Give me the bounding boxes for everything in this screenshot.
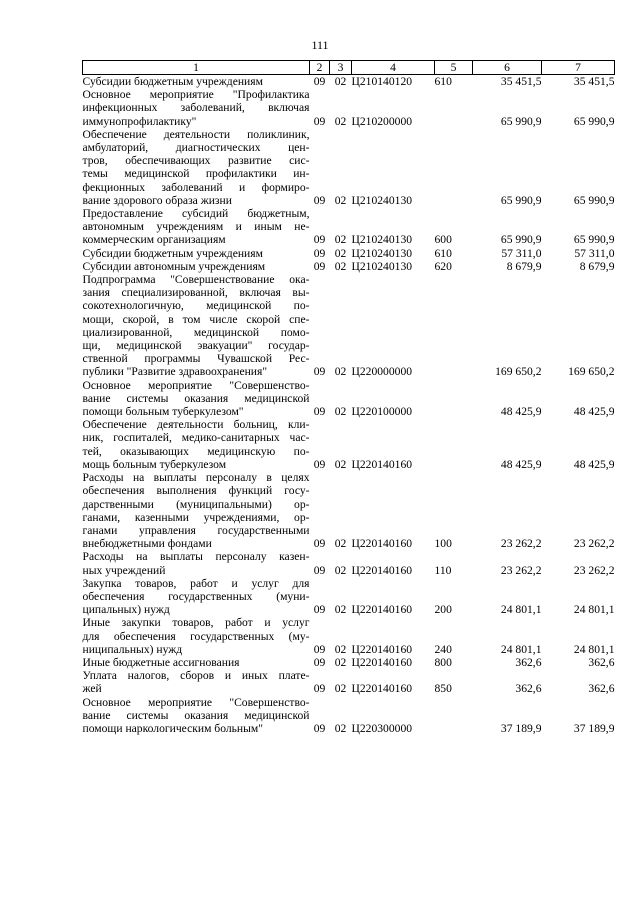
row-section: 09 bbox=[313, 233, 326, 247]
row-name bbox=[83, 656, 310, 669]
row-name bbox=[83, 247, 310, 260]
row-target-article: Ц210200000 bbox=[351, 114, 413, 128]
table-row bbox=[83, 656, 615, 669]
table-row bbox=[83, 577, 615, 617]
row-section: 09 bbox=[313, 642, 326, 656]
row-name-line: щи, медицинской эвакуации" государ- bbox=[82, 339, 310, 353]
table-row bbox=[83, 379, 615, 419]
row-target-article: Ц220140160 bbox=[351, 563, 413, 577]
row-target-article: Ц220140160 bbox=[351, 655, 413, 669]
row-name-line: Субсидии бюджетным учреждениям bbox=[82, 75, 263, 88]
row-name-line: коммерческим организациям bbox=[82, 233, 226, 247]
row-name bbox=[83, 273, 310, 379]
row-name-line: Субсидии автономным учреждениям bbox=[82, 259, 266, 273]
row-subsection: 02 bbox=[334, 365, 347, 379]
row-name-line: Расходы на выплаты персоналу казен- bbox=[82, 550, 310, 564]
column-header-target-article: 4 bbox=[352, 61, 435, 75]
row-name-line: Субсидии бюджетным учреждениям bbox=[82, 246, 263, 260]
row-section: 09 bbox=[313, 405, 326, 419]
row-name-line: Расходы на выплаты персоналу в целях bbox=[82, 471, 310, 485]
row-name-line: обеспечения государственных (муни- bbox=[82, 589, 310, 603]
row-subsection: 02 bbox=[334, 642, 347, 656]
budget-table bbox=[82, 60, 615, 735]
table-row bbox=[83, 88, 615, 128]
row-amount-year1: 65 990,9 bbox=[500, 193, 542, 207]
row-amount-year1: 24 801,1 bbox=[500, 642, 542, 656]
row-section: 09 bbox=[313, 246, 326, 260]
row-subsection: 02 bbox=[334, 233, 347, 247]
row-amount-year2: 57 311,0 bbox=[574, 246, 615, 260]
column-header-section: 2 bbox=[310, 61, 330, 75]
row-name-line: ник, госпиталей, медико-санитарных час- bbox=[82, 431, 310, 445]
row-name bbox=[83, 669, 310, 695]
row-amount-year1: 24 801,1 bbox=[500, 603, 542, 617]
row-amount-year2: 48 425,9 bbox=[573, 457, 615, 471]
row-name-line: ственной программы Чувашской Рес- bbox=[82, 352, 310, 366]
row-amount-year2: 23 262,2 bbox=[573, 563, 615, 577]
row-name bbox=[83, 379, 310, 419]
row-name-line: Основное мероприятие "Профилактика bbox=[82, 88, 310, 102]
row-subsection: 02 bbox=[334, 405, 347, 419]
table-row bbox=[83, 418, 615, 471]
row-name-line: Иные бюджетные ассигнования bbox=[82, 655, 240, 669]
row-name bbox=[83, 550, 310, 576]
row-name-line: Предоставление субсидий бюджетным, bbox=[82, 207, 310, 221]
row-name-line: жей bbox=[82, 682, 102, 696]
row-subsection: 02 bbox=[334, 563, 347, 577]
column-header-amount-year2: 7 bbox=[542, 61, 615, 75]
row-name-line: Иные закупки товаров, работ и услуг bbox=[82, 616, 310, 630]
row-expense-type: 850 bbox=[434, 682, 452, 696]
row-amount-year2: 362,6 bbox=[588, 682, 615, 696]
row-name-line: автономным учреждениям и иным не- bbox=[82, 220, 310, 234]
row-name-line: циализированной, медицинской помо- bbox=[82, 325, 310, 339]
row-amount-year2: 35 451,5 bbox=[573, 75, 615, 88]
row-name-line: ганами управления государственными bbox=[82, 523, 310, 537]
row-amount-year2: 169 650,2 bbox=[568, 365, 615, 379]
row-name-line: обеспечения выполнения функций госу- bbox=[82, 484, 310, 498]
row-section: 09 bbox=[313, 365, 326, 379]
row-target-article: Ц220140160 bbox=[351, 457, 413, 471]
row-expense-type bbox=[435, 696, 473, 736]
row-section: 09 bbox=[313, 655, 326, 669]
table-row bbox=[83, 260, 615, 273]
row-expense-type bbox=[435, 379, 473, 419]
row-expense-type: 610 bbox=[434, 75, 452, 88]
row-name bbox=[83, 260, 310, 273]
table-row bbox=[83, 669, 615, 695]
row-name bbox=[83, 128, 310, 207]
row-name bbox=[83, 696, 310, 736]
row-section: 09 bbox=[313, 537, 326, 551]
row-name-line: Уплата налогов, сборов и иных плате- bbox=[82, 669, 310, 683]
row-name-line: публики "Развитие здравоохранения" bbox=[82, 365, 268, 379]
table-row bbox=[83, 75, 615, 89]
row-name-line: дарственными (муниципальными) ор- bbox=[82, 497, 310, 511]
row-subsection: 02 bbox=[334, 259, 347, 273]
row-target-article: Ц220000000 bbox=[351, 365, 413, 379]
row-amount-year1: 362,6 bbox=[515, 682, 542, 696]
table-row bbox=[83, 128, 615, 207]
table-row bbox=[83, 273, 615, 379]
row-section: 09 bbox=[313, 114, 326, 128]
column-header-amount-year1: 6 bbox=[473, 61, 542, 75]
row-name-line: Обеспечение деятельности больниц, кли- bbox=[82, 418, 310, 432]
row-name-line: Подпрограмма "Совершенствование ока- bbox=[82, 273, 310, 287]
row-amount-year1: 35 451,5 bbox=[500, 75, 542, 88]
row-target-article: Ц210240130 bbox=[351, 259, 413, 273]
row-expense-type: 240 bbox=[434, 642, 452, 656]
row-expense-type: 200 bbox=[434, 603, 452, 617]
row-target-article: Ц210140120 bbox=[351, 75, 413, 88]
row-subsection: 02 bbox=[334, 114, 347, 128]
row-amount-year1: 23 262,2 bbox=[500, 537, 542, 551]
row-amount-year1: 48 425,9 bbox=[500, 457, 542, 471]
row-expense-type: 800 bbox=[434, 655, 452, 669]
row-name-line: Основное мероприятие "Совершенство- bbox=[82, 695, 310, 709]
row-name bbox=[83, 577, 310, 617]
row-name-line: ных учреждений bbox=[82, 563, 166, 577]
row-target-article: Ц220100000 bbox=[351, 405, 413, 419]
row-expense-type: 600 bbox=[434, 233, 452, 247]
row-amount-year1: 37 189,9 bbox=[500, 721, 542, 735]
row-name-line: вание здорового образа жизни bbox=[82, 193, 232, 207]
row-amount-year1: 8 679,9 bbox=[506, 259, 542, 273]
row-name-line: инфекционных заболеваний, включая bbox=[82, 101, 310, 115]
row-section: 09 bbox=[313, 563, 326, 577]
row-name-line: ципальных) нужд bbox=[82, 603, 170, 617]
row-name-line: иммунопрофилактику" bbox=[82, 114, 197, 128]
row-name-line: Обеспечение деятельности поликлиник, bbox=[82, 127, 310, 141]
row-expense-type: 620 bbox=[434, 259, 452, 273]
row-section: 09 bbox=[313, 682, 326, 696]
row-section: 09 bbox=[313, 259, 326, 273]
table-row bbox=[83, 247, 615, 260]
page-number: 111 bbox=[311, 38, 329, 52]
row-amount-year2: 48 425,9 bbox=[573, 405, 615, 419]
row-expense-type: 610 bbox=[434, 246, 452, 260]
row-subsection: 02 bbox=[334, 537, 347, 551]
row-expense-type bbox=[435, 88, 473, 128]
row-target-article: Ц220300000 bbox=[351, 721, 413, 735]
row-section: 09 bbox=[313, 457, 326, 471]
table-row bbox=[83, 550, 615, 576]
row-name bbox=[83, 207, 310, 247]
table-row bbox=[83, 696, 615, 736]
row-subsection: 02 bbox=[334, 457, 347, 471]
row-amount-year2: 37 189,9 bbox=[573, 721, 615, 735]
row-subsection: 02 bbox=[334, 75, 347, 88]
row-name-line: темы медицинской профилактики ин- bbox=[82, 167, 310, 181]
row-target-article: Ц210240130 bbox=[351, 246, 413, 260]
row-amount-year2: 23 262,2 bbox=[573, 537, 615, 551]
row-name-line: Закупка товаров, работ и услуг для bbox=[82, 576, 310, 590]
row-section: 09 bbox=[313, 603, 326, 617]
row-section: 09 bbox=[313, 193, 326, 207]
column-header-name: 1 bbox=[83, 61, 310, 75]
row-amount-year1: 23 262,2 bbox=[500, 563, 542, 577]
row-name-line: мощи, скорой, в том числе скорой спе- bbox=[82, 312, 310, 326]
row-name-line: сокотехнологичную, медицинской по- bbox=[82, 299, 310, 313]
row-name-line: Основное мероприятие "Совершенство- bbox=[82, 378, 310, 392]
row-expense-type: 100 bbox=[434, 537, 452, 551]
row-name bbox=[83, 88, 310, 128]
row-amount-year1: 65 990,9 bbox=[500, 114, 542, 128]
row-expense-type bbox=[435, 418, 473, 471]
row-name-line: ганами, казенными учреждениями, ор- bbox=[82, 510, 310, 524]
row-name-line: вание системы оказания медицинской bbox=[82, 391, 310, 405]
row-subsection: 02 bbox=[334, 193, 347, 207]
row-name bbox=[83, 418, 310, 471]
row-target-article: Ц220140160 bbox=[351, 642, 413, 656]
table-header-row bbox=[83, 61, 615, 75]
row-expense-type: 110 bbox=[434, 563, 452, 577]
row-amount-year2: 24 801,1 bbox=[573, 603, 615, 617]
column-header-subsection: 3 bbox=[330, 61, 352, 75]
row-amount-year2: 65 990,9 bbox=[573, 193, 615, 207]
table-row bbox=[83, 471, 615, 550]
row-amount-year1: 57 311,0 bbox=[501, 246, 542, 260]
row-name-line: амбулаторий, диагностических цен- bbox=[82, 141, 310, 155]
row-name-line: помощи больным туберкулезом" bbox=[82, 405, 244, 419]
row-section: 09 bbox=[313, 75, 326, 88]
row-amount-year1: 169 650,2 bbox=[495, 365, 542, 379]
row-amount-year2: 362,6 bbox=[588, 655, 615, 669]
row-name bbox=[83, 471, 310, 550]
table-row bbox=[83, 207, 615, 247]
row-amount-year2: 65 990,9 bbox=[573, 233, 615, 247]
row-target-article: Ц210240130 bbox=[351, 233, 413, 247]
row-name bbox=[83, 616, 310, 656]
row-name-line: внебюджетными фондами bbox=[82, 537, 212, 551]
row-subsection: 02 bbox=[334, 682, 347, 696]
row-subsection: 02 bbox=[334, 603, 347, 617]
row-target-article: Ц220140160 bbox=[351, 537, 413, 551]
row-name-line: вание системы оказания медицинской bbox=[82, 708, 310, 722]
row-amount-year2: 8 679,9 bbox=[579, 259, 615, 273]
row-name-line: тей, оказывающих медицинскую по- bbox=[82, 444, 310, 458]
row-amount-year1: 48 425,9 bbox=[500, 405, 542, 419]
row-name bbox=[83, 75, 310, 89]
row-name-line: для обеспечения государственных (му- bbox=[82, 629, 310, 643]
row-subsection: 02 bbox=[334, 721, 347, 735]
table-body bbox=[83, 75, 615, 736]
row-amount-year2: 65 990,9 bbox=[573, 114, 615, 128]
row-target-article: Ц210240130 bbox=[351, 193, 413, 207]
row-subsection: 02 bbox=[334, 246, 347, 260]
row-expense-type bbox=[435, 128, 473, 207]
row-subsection: 02 bbox=[334, 655, 347, 669]
row-name-line: тров, обеспечивающих развитие сис- bbox=[82, 154, 310, 168]
row-amount-year1: 65 990,9 bbox=[500, 233, 542, 247]
table-row bbox=[83, 616, 615, 656]
row-amount-year1: 362,6 bbox=[515, 655, 542, 669]
row-expense-type bbox=[435, 273, 473, 379]
column-header-expense-type: 5 bbox=[435, 61, 473, 75]
row-name-line: фекционных заболеваний и формиро- bbox=[82, 180, 310, 194]
row-name-line: помощи наркологическим больным" bbox=[82, 721, 263, 735]
row-name-line: мощь больным туберкулезом bbox=[82, 457, 227, 471]
row-target-article: Ц220140160 bbox=[351, 682, 413, 696]
row-amount-year2: 24 801,1 bbox=[573, 642, 615, 656]
row-name-line: ниципальных) нужд bbox=[82, 642, 183, 656]
row-target-article: Ц220140160 bbox=[351, 603, 413, 617]
row-section: 09 bbox=[313, 721, 326, 735]
row-name-line: зания специализированной, включая вы- bbox=[82, 286, 310, 300]
